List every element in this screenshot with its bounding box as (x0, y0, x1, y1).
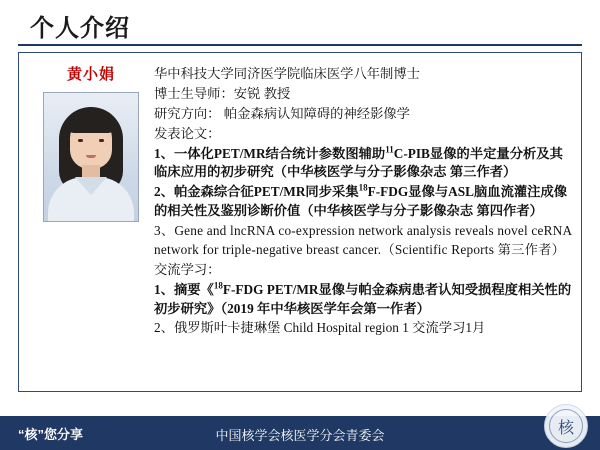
profile-column (41, 63, 141, 222)
exchange-item-1: 1、摘要《$^{18}$F-FDG PET/MR显像与帕金森病患者认知受损程度相关性的初步研究》（2019 年中华核医学年会第一作者） (154, 280, 572, 316)
profile-name: 黄小娟 (66, 66, 115, 83)
society-logo-icon (544, 404, 588, 448)
papers-header: 发表论文： (154, 125, 221, 141)
slide-title-bar (0, 0, 600, 46)
page-title: 个人介绍 (30, 15, 130, 42)
paper-item-3: 3、Gene and lncRNA co-expression network analysis reveals novel ceRNA network for triple-negative breast cancer.（Scientific Reports 第三作者） (154, 223, 572, 257)
exchange-header: 交流学习： (154, 261, 221, 277)
paper-item-1: 1、一体化PET/MR结合统计参数图辅助$^{11}$C-PIB显像的半定量分析及其临床应用的初步研究（中华核医学与分子影像杂志 第三作者） (154, 144, 563, 180)
detail-advisor: 博士生导师：安锐 教授 (154, 85, 291, 101)
society-logo-glyph: 核 (557, 419, 574, 437)
profile-details (154, 65, 572, 339)
detail-degree: 华中科技大学同济医学院临床医学八年制博士 (154, 66, 420, 81)
footer-slogan: “核”您分享 (18, 427, 84, 442)
footer-organization: 中国核学会核医学分会青委会 (215, 428, 385, 443)
title-divider (18, 44, 582, 46)
exchange-item-2: 2、俄罗斯叶卡捷琳堡 Child Hospital region 1 交流学习1月 (154, 320, 486, 336)
slide-footer (0, 416, 600, 450)
paper-item-2: 2、帕金森综合征PET/MR同步采集$^{18}$F-FDG显像与ASL脑血流灌注成像的相关性及鉴别诊断价值（中华核医学与分子影像杂志 第四作者） (154, 182, 568, 219)
portrait-photo (43, 92, 139, 222)
detail-research: 研究方向： 帕金森病认知障碍的神经影像学 (154, 105, 410, 121)
content-frame (18, 52, 582, 392)
